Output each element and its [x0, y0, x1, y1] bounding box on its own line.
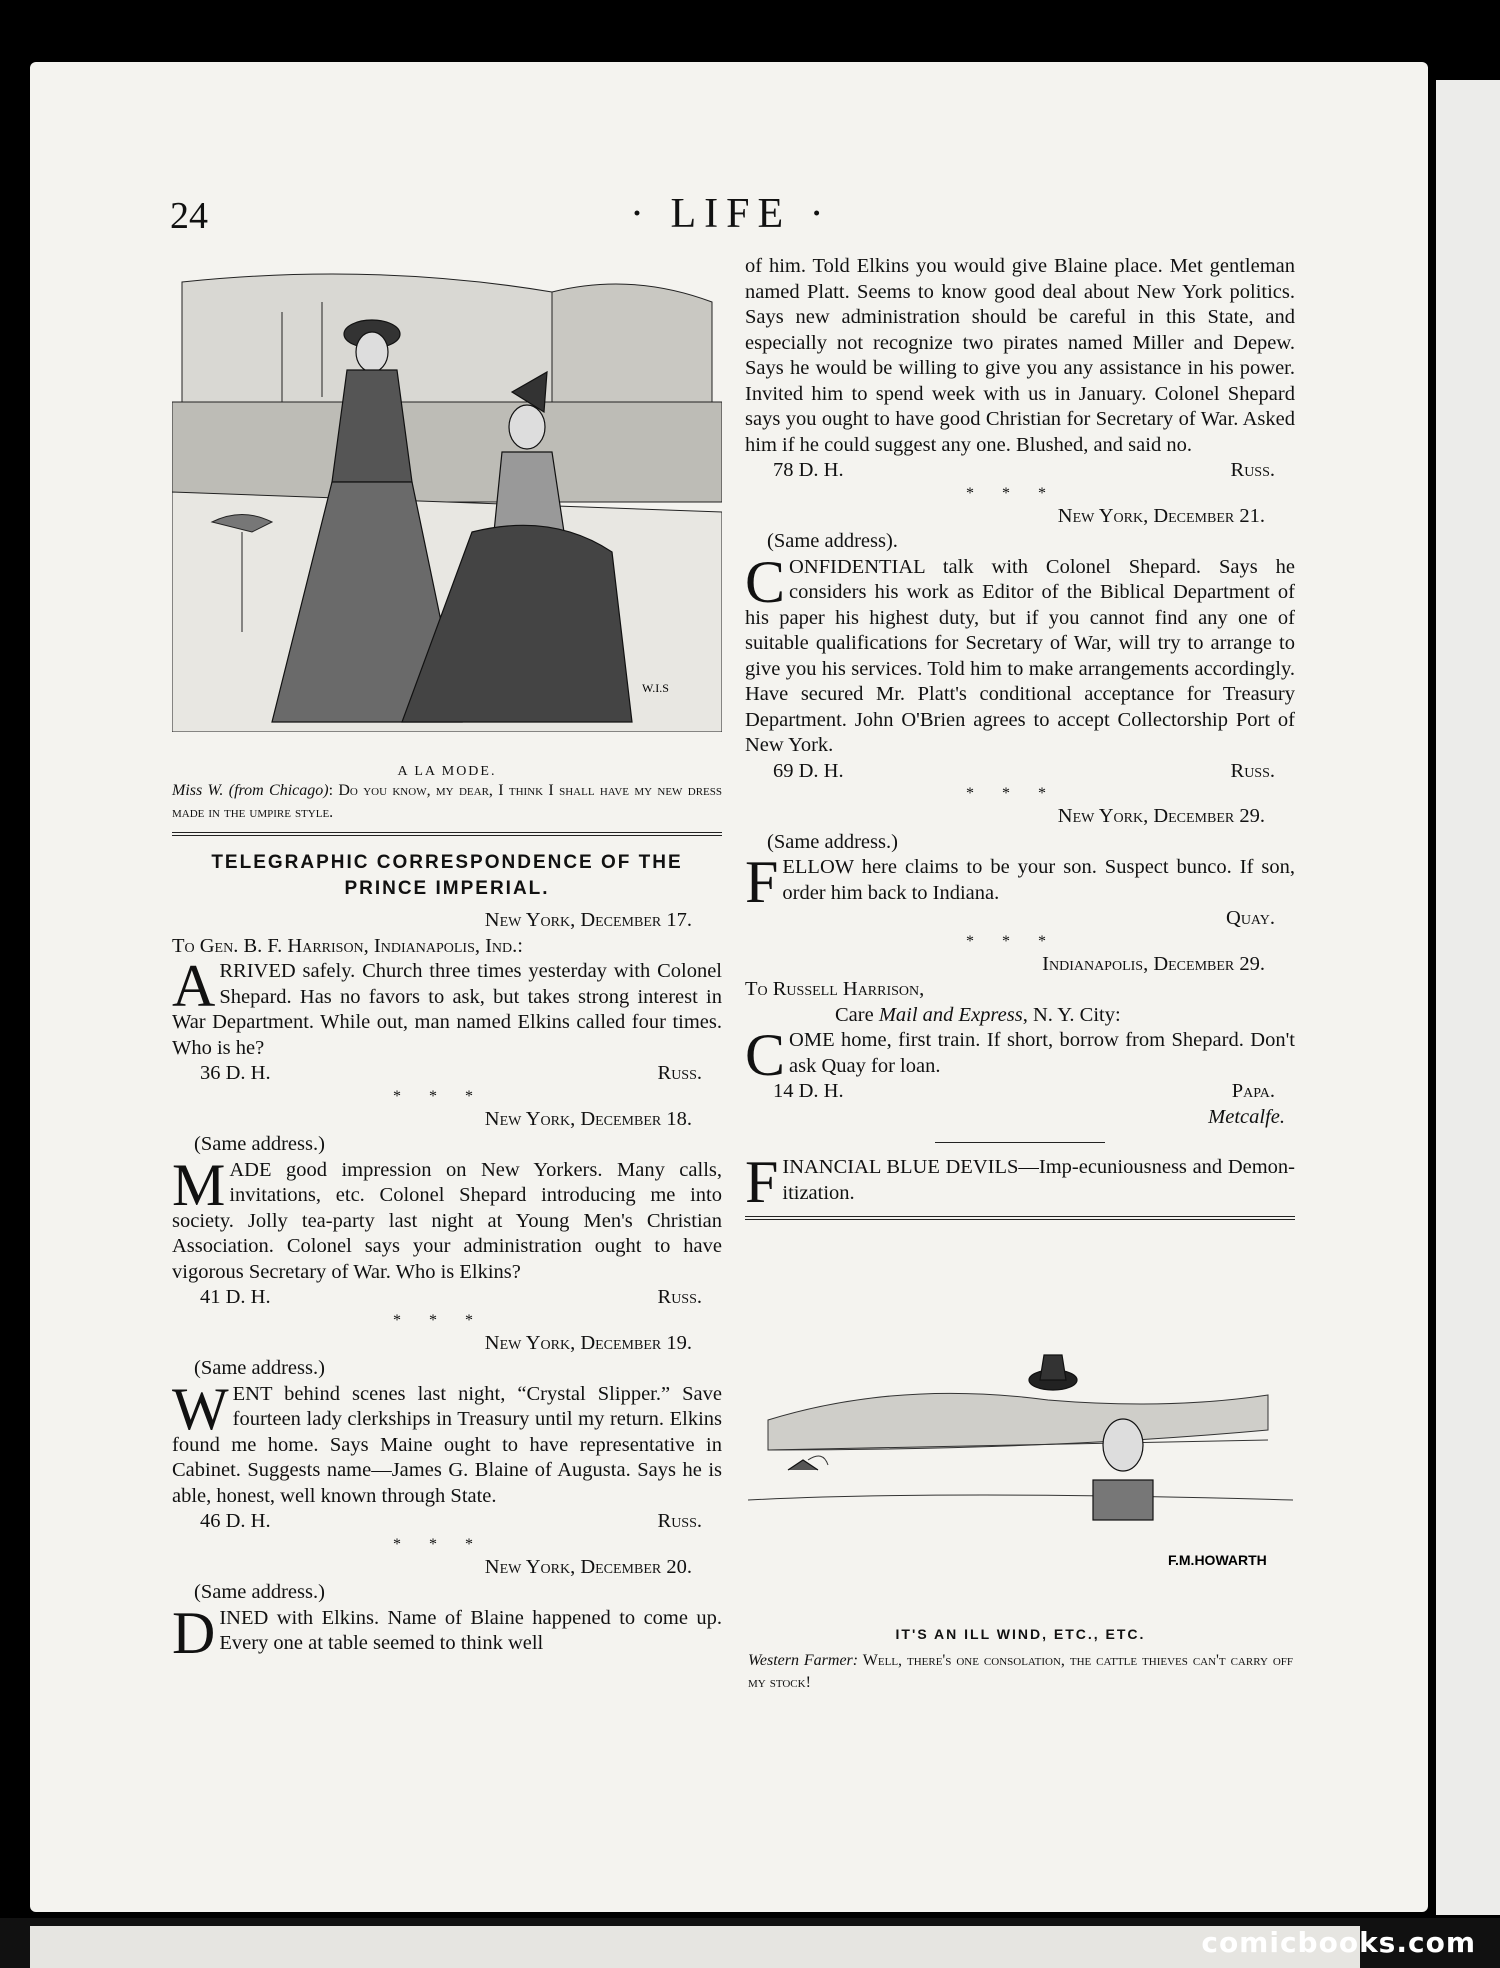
telegram-body: RRIVED safely. Church three times yesterday with Colonel Shepard. Has no favors to ask, but takes strong interest in War Department. While out, man named Elkins called four times. Who is he?	[172, 960, 722, 1059]
right-column	[745, 254, 1295, 1220]
telegram-recipient: (Same address).	[767, 530, 898, 552]
telegram-place: New York, December 17.	[484, 909, 692, 931]
watermark: comicbooks.com	[1201, 1926, 1476, 1959]
telegram-1	[172, 908, 722, 1107]
telegram-place: New York, December 20.	[484, 1555, 692, 1578]
telegram-place: New York, December 19.	[484, 1331, 692, 1354]
caption-body	[748, 1650, 1293, 1694]
drop-cap: C	[745, 548, 786, 615]
telegram-code: 14 D. H.	[773, 1080, 844, 1102]
underlying-sheet	[30, 1926, 1360, 1968]
caption-title: A LA MODE.	[397, 764, 497, 779]
telegram-sender: Russ.	[1230, 459, 1275, 481]
care-paper: Mail and Express	[878, 1003, 1023, 1026]
telegram-body: ONFIDENTIAL talk with Colonel Shepard. Says he considers his work as Editor of the Biblical Department of his paper his highest duty, but if you cannot find any one of suitable qualifications for Secretary of War, will try to arrange to give you his services. Told him to make arrangements accordingly. Have secured Mr. Platt's conditional acceptance for Treasury Department. John O'Brien agrees to accept Collectorship Port of New York.	[745, 555, 1295, 756]
telegram-sender: Papa.	[1231, 1080, 1275, 1102]
telegram-code: 69 D. H.	[773, 759, 844, 782]
care-suffix: , N. Y. City:	[1022, 1003, 1121, 1026]
section-separator: ***	[966, 932, 1074, 950]
telegram-recipient: (Same address.)	[767, 830, 898, 853]
illustration-signature: F.M.HOWARTH	[1168, 1552, 1267, 1568]
caption-speaker: Western Farmer:	[748, 1652, 859, 1669]
telegram-code: 41 D. H.	[200, 1286, 271, 1308]
telegram-body: OME home, first train. If short, borrow from Shepard. Don't ask Quay for loan.	[789, 1029, 1295, 1077]
drop-cap: C	[745, 1022, 786, 1088]
telegram-code: 46 D. H.	[200, 1510, 271, 1532]
telegram-sender: Russ.	[657, 1062, 702, 1084]
telegram-place: Indianapolis, December 29.	[1042, 952, 1265, 975]
drop-cap: A	[172, 953, 216, 1019]
telegram-3	[172, 1331, 722, 1555]
section-separator: ***	[393, 1311, 501, 1329]
caption-quote: : Do you know, my dear, I think I shall have my new dress made in the umpire style.	[172, 782, 722, 821]
telegram-recipient: To Russell Harrison,	[745, 978, 925, 1000]
telegram-continuation: of him. Told Elkins you would give Blaine place. Met gentleman named Platt. Seems to know good deal about New York politics. Says new administration should be careful in this State, and especially not recognize two pirates named Miller and Depew. Says he would be willing to give you any assistance in his power. Invited him to spend week with us in January. Colonel Shepard says you ought to have good Christian for Secretary of War. Asked him if he could suggest any one. Blushed, and said no.	[745, 255, 1295, 456]
drop-cap: D	[172, 1599, 216, 1666]
ill-wind-illustration	[748, 1340, 1293, 1610]
telegram-sender: Russ.	[1230, 759, 1275, 782]
caption-title: IT'S AN ILL WIND, ETC., ETC.	[895, 1626, 1146, 1642]
care-prefix: Care	[835, 1003, 879, 1026]
telegram-4	[172, 1555, 722, 1666]
telegram-7	[745, 952, 1295, 1105]
caption-rule	[172, 832, 722, 836]
adjacent-page-edge	[1436, 80, 1500, 1915]
drop-cap: W	[172, 1375, 229, 1442]
author-credit: Metcalfe.	[1208, 1105, 1285, 1128]
masthead-title: · LIFE ·	[630, 191, 832, 237]
section-separator: ***	[393, 1535, 501, 1553]
section-separator: ***	[966, 484, 1074, 502]
telegram-body: ENT behind scenes last night, “Crystal Slipper.” Save fourteen lady clerkships in Treasury until my return. Elkins found me home. Says Maine ought to have representative in Cabinet. Suggests name—James G. Blaine of Augusta. Says he is able, honest, well known through State.	[172, 1382, 722, 1507]
telegram-place: New York, December 29.	[1057, 805, 1265, 827]
left-column	[172, 850, 722, 1666]
top-caption	[172, 760, 722, 836]
caption-speaker: Miss W. (from Chicago)	[172, 782, 329, 799]
squib	[745, 1149, 1295, 1215]
article-headline	[172, 850, 722, 902]
telegram-place: New York, December 18.	[484, 1107, 692, 1130]
telegram-recipient: To Gen. B. F. Harrison, Indianapolis, Ind.:	[172, 934, 523, 957]
bottom-caption	[748, 1626, 1293, 1694]
squib-rule	[745, 1216, 1295, 1220]
telegram-recipient: (Same address.)	[194, 1357, 325, 1379]
short-rule	[935, 1142, 1105, 1143]
a-la-mode-illustration	[172, 252, 722, 732]
headline-line-1: TELEGRAPHIC CORRESPONDENCE OF THE	[211, 852, 683, 873]
telegram-body: ADE good impression on New Yorkers. Many calls, invitations, etc. Colonel Shepard introducing me into society. Jolly tea-party last night at Young Men's Christian Association. Colonel says your administration ought to have vigorous Secretary of War. Who is Elkins?	[172, 1158, 722, 1283]
telegram-recipient-care	[745, 1003, 1295, 1029]
caption-body	[172, 780, 722, 824]
caption-quote: Well, there's one consolation, the cattle thieves can't carry off my stock!	[748, 1652, 1294, 1691]
squib-text: INANCIAL BLUE DEVILS—Imp-ecuniousness and Demon-itization.	[782, 1156, 1295, 1204]
telegram-recipient: (Same address.)	[194, 1581, 325, 1603]
headline-line-2: PRINCE IMPERIAL.	[344, 878, 550, 899]
drop-cap: F	[745, 1149, 779, 1215]
telegram-sender: Russ.	[657, 1510, 702, 1532]
telegram-recipient: (Same address.)	[194, 1133, 325, 1155]
telegram-place: New York, December 21.	[1057, 504, 1265, 527]
telegram-body: ELLOW here claims to be your son. Suspect bunco. If son, order him back to Indiana.	[782, 856, 1295, 904]
telegram-code: 78 D. H.	[773, 459, 844, 481]
telegram-6	[745, 804, 1295, 952]
section-separator: ***	[393, 1087, 501, 1105]
telegram-code: 36 D. H.	[200, 1062, 271, 1084]
telegram-sender: Quay.	[1226, 907, 1275, 929]
drop-cap: F	[745, 849, 779, 915]
telegram-body: INED with Elkins. Name of Blaine happened to come up. Every one at table seemed to think well	[219, 1606, 722, 1654]
section-separator: ***	[966, 785, 1074, 802]
telegram-5	[745, 504, 1295, 805]
illustration-signature: W.I.S	[642, 681, 669, 695]
page-number: 24	[170, 195, 208, 237]
drop-cap: M	[172, 1151, 226, 1218]
telegram-sender: Russ.	[657, 1286, 702, 1308]
telegram-2	[172, 1107, 722, 1331]
